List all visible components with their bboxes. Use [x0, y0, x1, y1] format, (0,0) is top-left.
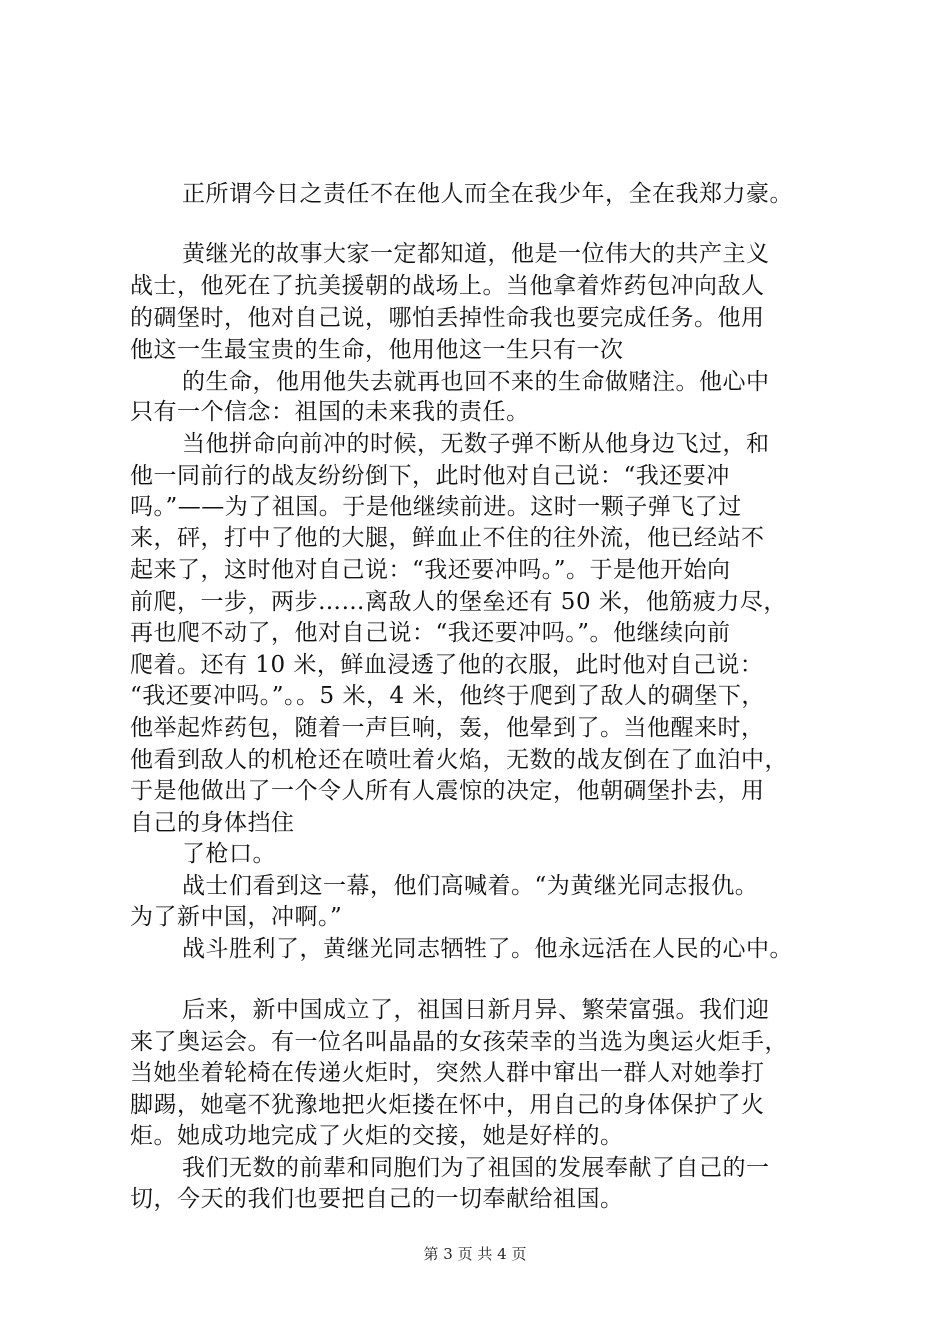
text-line: 战斗胜利了，黄继光同志牺牲了。他永远活在人民的心中。 [182, 936, 793, 962]
text-line: 后来，新中国成立了，祖国日新月异、繁荣富强。我们迎 [182, 997, 770, 1023]
text-line: 前爬，一步，两步……离敌人的堡垒还有 50 米，他筋疲力尽， [130, 589, 787, 615]
text-line: 爬着。还有 10 米，鲜血浸透了他的衣服，此时他对自己说： [130, 652, 764, 678]
text-line: 脚踢，她毫不犹豫地把火炬搂在怀中，用自己的身体保护了火 [130, 1092, 765, 1118]
page-footer: 第 3 页 共 4 页 [423, 1245, 527, 1263]
text-line: 自己的身体挡住 [130, 810, 295, 836]
text-line: 正所谓今日之责任不在他人而全在我少年，全在我郑力豪。 [182, 181, 793, 207]
text-line: 我们无数的前辈和同胞们为了祖国的发展奉献了自己的一 [182, 1155, 770, 1181]
text-line: 他看到敌人的机枪还在喷吐着火焰，无数的战友倒在了血泊中， [130, 747, 788, 773]
text-line: 的碉堡时，他对自己说，哪怕丢掉性命我也要完成任务。他用 [130, 305, 765, 331]
text-line: 炬。她成功地完成了火炬的交接，她是好样的。 [130, 1123, 624, 1149]
text-line: 他这一生最宝贵的生命，他用他这一生只有一次 [130, 337, 624, 363]
text-line: 了枪口。 [182, 841, 276, 867]
text-line: 来了奥运会。有一位名叫晶晶的女孩荣幸的当选为奥运火炬手， [130, 1029, 788, 1055]
text-line: 当她坐着轮椅在传递火炬时，突然人群中窜出一群人对她拳打 [130, 1060, 765, 1086]
text-line: “我还要冲吗。”。。5 米，4 米，他终于爬到了敌人的碉堡下， [130, 683, 765, 709]
text-line: 黄继光的故事大家一定都知道，他是一位伟大的共产主义 [182, 241, 770, 267]
text-line: 于是他做出了一个令人所有人震惊的决定，他朝碉堡扑去，用 [130, 778, 765, 804]
text-line: 为了新中国，冲啊。” [130, 904, 343, 930]
text-line: 只有一个信念：祖国的未来我的责任。 [130, 399, 530, 425]
text-line: 战士们看到这一幕，他们高喊着。“为黄继光同志报仇。 [182, 873, 759, 899]
text-line: 吗。”——为了祖国。于是他继续前进。这时一颗子弹飞了过 [130, 494, 742, 520]
text-line: 他举起炸药包，随着一声巨响，轰，他晕到了。当他醒来时， [130, 715, 765, 741]
text-line: 当他拼命向前冲的时候，无数子弹不断从他身边飞过，和 [182, 431, 770, 457]
text-line: 他一同前行的战友纷纷倒下，此时他对自己说：“我还要冲 [130, 463, 730, 489]
text-line: 再也爬不动了，他对自己说：“我还要冲吗。”。他继续向前 [130, 620, 731, 646]
text-line: 起来了，这时他对自己说：“我还要冲吗。”。于是他开始向 [130, 557, 731, 583]
text-line: 战士，他死在了抗美援朝的战场上。当他拿着炸药包冲向敌人 [130, 273, 765, 299]
text-line: 来，砰，打中了他的大腿，鲜血止不住的往外流，他已经站不 [130, 525, 765, 551]
text-line: 的生命，他用他失去就再也回不来的生命做赌注。他心中 [182, 369, 770, 395]
text-line: 切，今天的我们也要把自己的一切奉献给祖国。 [130, 1186, 624, 1212]
